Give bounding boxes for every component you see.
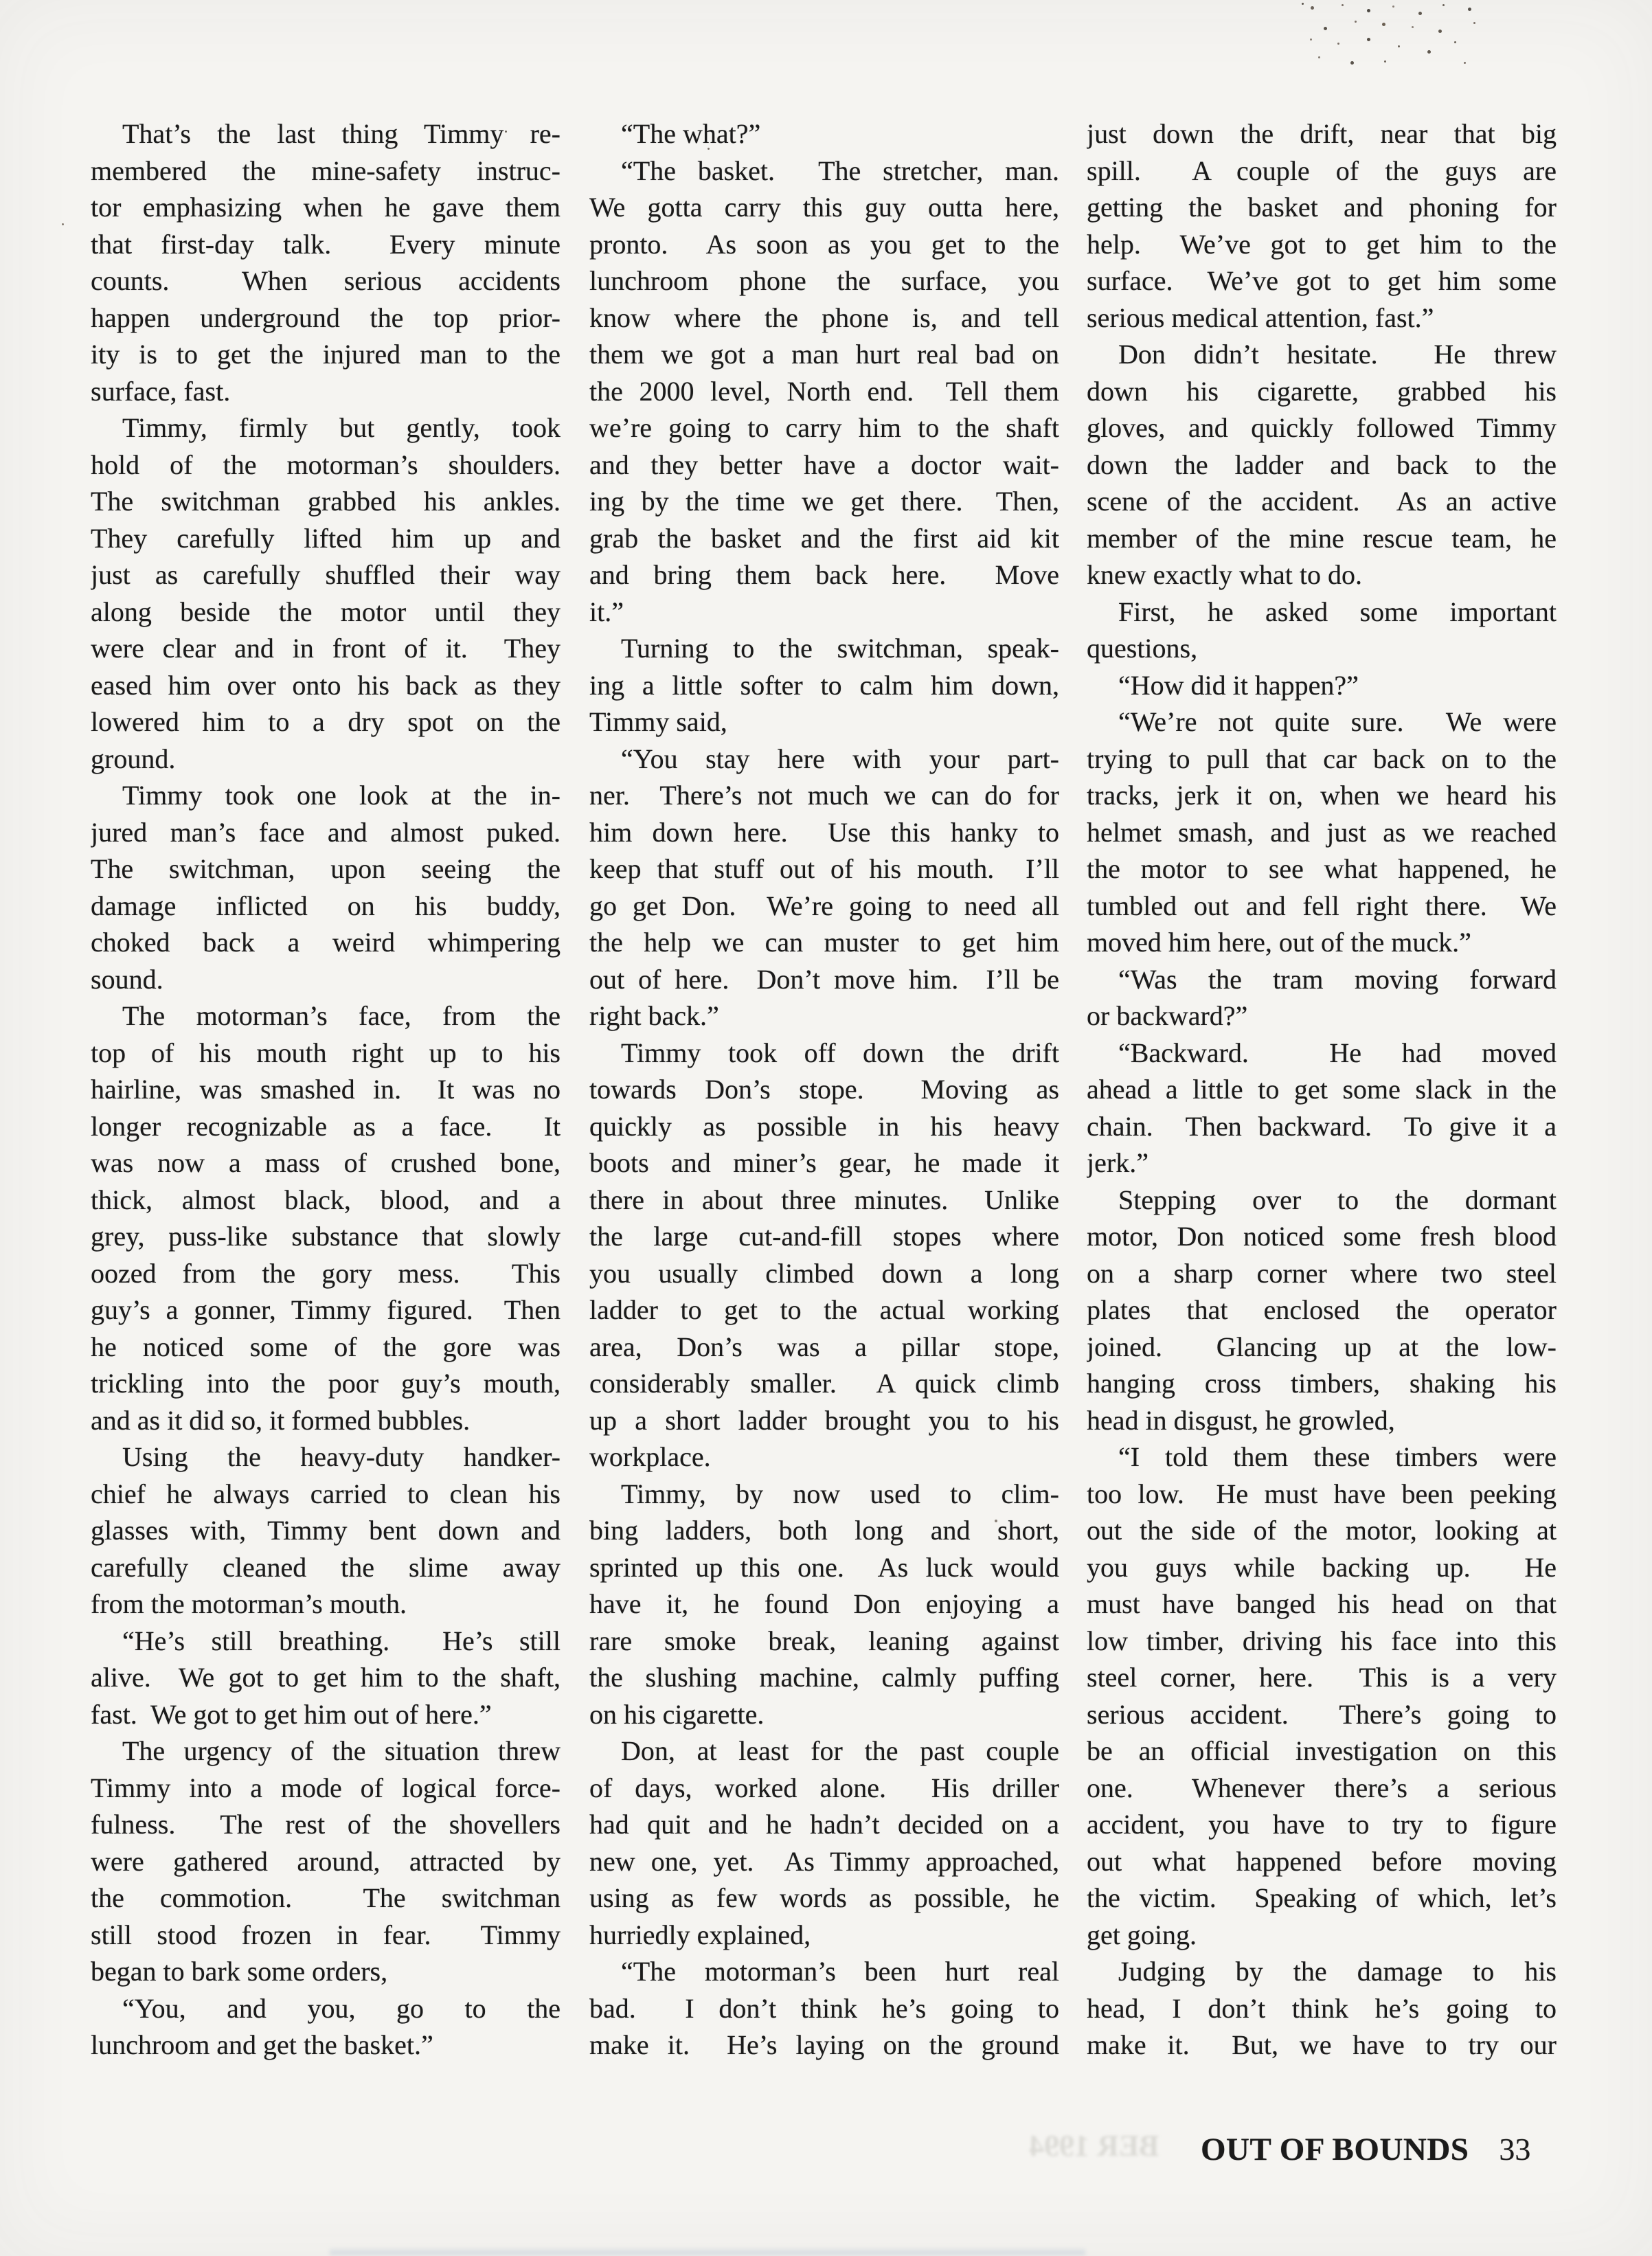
text-line: Stepping over to the dormant [1118, 1184, 1557, 1215]
text-line: helmet smash, and just as we reached [1087, 816, 1557, 848]
text-line: getting the basket and phoning for [1087, 192, 1557, 223]
text-line: bad. I don’t think he’s going to [589, 1992, 1059, 2024]
text-line: along beside the motor until they [91, 596, 561, 627]
text-line: that first-day talk. Every minute [91, 228, 561, 260]
text-line: guy’s a gonner, Timmy figured. Then [91, 1294, 561, 1325]
text-line: accident, you have to try to figure [1087, 1809, 1557, 1840]
text-line: or backward?” [1087, 1000, 1248, 1031]
text-line: had quit and he hadn’t decided on a [589, 1809, 1059, 1840]
text-line: out what happened before moving [1087, 1845, 1557, 1877]
text-line: lunchroom phone the surface, you [589, 265, 1059, 296]
text-line: the motor to see what happened, he [1087, 853, 1557, 884]
text-line: just as carefully shuffled their way [91, 559, 561, 590]
text-line: choked back a weird whimpering [91, 927, 561, 958]
text-line: They carefully lifted him up and [91, 522, 561, 554]
text-line: plates that enclosed the operator [1087, 1294, 1557, 1325]
text-line: tor emphasizing when he gave them [91, 192, 561, 223]
paragraph [1087, 1439, 1557, 1953]
text-line: “We’re not quite sure. We were [1118, 706, 1557, 737]
text-line: “I told them these timbers were [1118, 1441, 1557, 1472]
text-line: member of the mine rescue team, he [1087, 522, 1557, 554]
text-line: hurriedly explained, [589, 1919, 811, 1950]
text-line: “Was the tram moving forward [1118, 963, 1557, 995]
text-line: area, Don’s was a pillar stope, [589, 1331, 1059, 1362]
text-line: top of his mouth right up to his [91, 1037, 561, 1068]
text-column-2 [589, 115, 1059, 2064]
text-line: it.” [589, 596, 624, 627]
text-line: That’s the last thing Timmy re- [122, 118, 561, 149]
text-line: membered the mine-safety instruc- [91, 155, 561, 186]
text-line: lowered him to a dry spot on the [91, 706, 561, 737]
text-line: head, I don’t think he’s going to [1087, 1992, 1557, 2024]
text-line: get going. [1087, 1919, 1197, 1950]
text-line: motor, Don noticed some fresh blood [1087, 1221, 1557, 1252]
text-line: counts. When serious accidents [91, 265, 561, 296]
page-number: 33 [1499, 2132, 1531, 2167]
text-line: Don didn’t hesitate. He threw [1118, 339, 1557, 370]
show-through-ghost-text: BER 1994 [1029, 2129, 1159, 2163]
text-line: chief he always carried to clean his [91, 1478, 561, 1509]
text-line: moved him here, out of the muck.” [1087, 927, 1471, 958]
paragraph [91, 1990, 561, 2064]
text-line: Judging by the damage to his [1118, 1956, 1557, 1987]
text-line: Timmy said, [589, 706, 727, 737]
text-line: you guys while backing up. He [1087, 1551, 1557, 1583]
text-line: have it, he found Don enjoying a [589, 1588, 1059, 1619]
paragraph [1087, 336, 1557, 594]
text-line: spill. A couple of the guys are [1087, 155, 1557, 186]
text-line: be an official investigation on this [1087, 1735, 1557, 1766]
scan-edge-smudge [330, 2249, 1085, 2256]
paragraph [91, 115, 561, 409]
paragraph [1087, 1953, 1557, 2064]
text-line: Timmy took one look at the in- [122, 780, 561, 811]
text-line: sprinted up this one. As luck would [589, 1551, 1059, 1583]
text-line: towards Don’s stope. Moving as [589, 1074, 1059, 1105]
text-line: ner. There’s not much we can do for [589, 780, 1059, 811]
text-line: carefully cleaned the slime away [91, 1551, 561, 1583]
text-line: he noticed some of the gore was [91, 1331, 561, 1362]
text-line: grey, puss-like substance that slowly [91, 1221, 561, 1252]
text-line: Using the heavy-duty handker- [122, 1441, 561, 1472]
text-line: longer recognizable as a face. It [91, 1110, 561, 1142]
text-line: began to bark some orders, [91, 1956, 388, 1987]
paragraph [589, 741, 1059, 1035]
text-line: new one, yet. As Timmy approached, [589, 1845, 1059, 1877]
text-line: oozed from the gory mess. This [91, 1257, 561, 1289]
text-line: jured man’s face and almost puked. [91, 816, 561, 848]
paragraph [589, 630, 1059, 741]
text-line: ladder to get to the actual working [589, 1294, 1059, 1325]
text-line: go get Don. We’re going to need all [589, 890, 1059, 921]
text-line: and bring them back here. Move [589, 559, 1059, 590]
paragraph [91, 409, 561, 777]
text-line: workplace. [589, 1441, 711, 1472]
text-line: ing a little softer to calm him down, [589, 669, 1059, 701]
text-line: The motorman’s face, from the [122, 1000, 561, 1031]
text-line: joined. Glancing up at the low- [1087, 1331, 1557, 1362]
text-line: the large cut-and-fill stopes where [589, 1221, 1059, 1252]
text-line: pronto. As soon as you get to the [589, 228, 1059, 260]
text-line: were clear and in front of it. They [91, 633, 561, 664]
paragraph [589, 1953, 1059, 2064]
text-line: scene of the accident. As an active [1087, 486, 1557, 517]
paragraph [589, 1733, 1059, 1953]
text-line: the help we can muster to get him [589, 927, 1059, 958]
text-line: glasses with, Timmy bent down and [91, 1515, 561, 1546]
text-line: Timmy took off down the drift [621, 1037, 1059, 1068]
dust-speck [62, 223, 64, 225]
text-line: The switchman, upon seeing the [91, 853, 561, 884]
paragraph [91, 997, 561, 1439]
text-line: “The what?” [621, 118, 761, 149]
text-line: were gathered around, attracted by [91, 1845, 561, 1877]
text-line: “The basket. The stretcher, man. [621, 155, 1059, 186]
text-line: fulness. The rest of the shovellers [91, 1809, 561, 1840]
text-line: questions, [1087, 633, 1198, 664]
paragraph [1087, 703, 1557, 961]
text-line: out the side of the motor, looking at [1087, 1515, 1557, 1546]
paragraph [589, 1476, 1059, 1733]
text-line: still stood frozen in fear. Timmy [91, 1919, 561, 1950]
text-line: hairline, was smashed in. It was no [91, 1074, 561, 1105]
text-line: make it. He’s laying on the ground [589, 2029, 1059, 2060]
text-line: the victim. Speaking of which, let’s [1087, 1882, 1557, 1913]
text-line: “How did it happen?” [1118, 669, 1359, 701]
text-line: trying to pull that car back on to the [1087, 743, 1557, 774]
text-line: and they better have a doctor wait- [589, 449, 1059, 480]
text-line: using as few words as possible, he [589, 1882, 1059, 1913]
text-line: was now a mass of crushed bone, [91, 1147, 561, 1178]
paragraph [1087, 594, 1557, 667]
text-line: make it. But, we have to try our [1087, 2029, 1557, 2060]
text-line: First, he asked some important [1118, 596, 1557, 627]
text-line: “You stay here with your part- [621, 743, 1059, 774]
text-line: there in about three minutes. Unlike [589, 1184, 1059, 1215]
text-line: and as it did so, it formed bubbles. [91, 1404, 471, 1436]
text-line: must have banged his head on that [1087, 1588, 1557, 1619]
text-line: right back.” [589, 1000, 719, 1031]
text-line: on his cigarette. [589, 1698, 765, 1730]
text-line: we’re going to carry him to the shaft [589, 412, 1059, 443]
paragraph [589, 115, 1059, 153]
text-line: surface. We’ve got to get him some [1087, 265, 1557, 296]
text-line: on a sharp corner where two steel [1087, 1257, 1557, 1289]
text-line: knew exactly what to do. [1087, 559, 1362, 590]
text-line: help. We’ve got to get him to the [1087, 228, 1557, 260]
text-line: eased him over onto his back as they [91, 669, 561, 701]
text-line: you usually climbed down a long [589, 1257, 1059, 1289]
text-line: “The motorman’s been hurt real [621, 1956, 1059, 1987]
text-line: grab the basket and the first aid kit [589, 522, 1059, 554]
page-footer [1201, 2131, 1530, 2168]
text-line: Don, at least for the past couple [621, 1735, 1059, 1766]
text-line: chain. Then backward. To give it a [1087, 1110, 1557, 1142]
text-line: Timmy, firmly but gently, took [122, 412, 561, 443]
text-line: The urgency of the situation threw [122, 1735, 561, 1766]
text-line: from the motorman’s mouth. [91, 1588, 407, 1619]
text-line: alive. We got to get him to the shaft, [91, 1662, 561, 1693]
text-line: thick, almost black, blood, and a [91, 1184, 561, 1215]
text-line: Timmy into a mode of logical force- [91, 1772, 561, 1803]
text-line: down the ladder and back to the [1087, 449, 1557, 480]
text-line: damage inflicted on his buddy, [91, 890, 561, 921]
paragraph [91, 777, 561, 997]
text-line: serious medical attention, fast.” [1087, 302, 1434, 333]
text-line: surface, fast. [91, 375, 231, 407]
text-line: keep that stuff out of his mouth. I’ll [589, 853, 1059, 884]
text-line: trickling into the poor guy’s mouth, [91, 1368, 561, 1399]
text-line: ing by the time we get there. Then, [589, 486, 1059, 517]
paragraph [1087, 961, 1557, 1035]
text-line: boots and miner’s gear, he made it [589, 1147, 1059, 1178]
text-line: just down the drift, near that big [1087, 118, 1557, 149]
text-line: know where the phone is, and tell [589, 302, 1059, 333]
text-line: happen underground the top prior- [91, 302, 561, 333]
text-line: quickly as possible in his heavy [589, 1110, 1059, 1142]
text-line: low timber, driving his face into this [1087, 1625, 1557, 1656]
text-line: serious accident. There’s going to [1087, 1698, 1557, 1730]
paragraph [91, 1733, 561, 1990]
paragraph [91, 1623, 561, 1733]
text-line: steel corner, here. This is a very [1087, 1662, 1557, 1693]
text-line: The switchman grabbed his ankles. [91, 486, 561, 517]
text-line: fast. We got to get him out of here.” [91, 1698, 492, 1730]
text-line: ahead a little to get some slack in the [1087, 1074, 1557, 1105]
text-line: sound. [91, 963, 163, 995]
text-column-1 [91, 115, 561, 2064]
text-line: gloves, and quickly followed Timmy [1087, 412, 1557, 443]
text-line: “Backward. He had moved [1118, 1037, 1557, 1068]
text-line: up a short ladder brought you to his [589, 1404, 1059, 1436]
paragraph [91, 1439, 561, 1623]
paragraph [1087, 1035, 1557, 1182]
text-line: Timmy, by now used to clim- [621, 1478, 1059, 1509]
text-line: Turning to the switchman, speak- [621, 633, 1059, 664]
text-line: “He’s still breathing. He’s still [122, 1625, 561, 1656]
text-line: hold of the motorman’s shoulders. [91, 449, 561, 480]
scanner-noise-specks [1302, 3, 1304, 5]
text-line: head in disgust, he growled, [1087, 1404, 1395, 1436]
text-line: considerably smaller. A quick climb [589, 1368, 1059, 1399]
text-line: too low. He must have been peeking [1087, 1478, 1557, 1509]
text-line: tumbled out and fell right there. We [1087, 890, 1557, 921]
paragraph [589, 153, 1059, 631]
text-line: the commotion. The switchman [91, 1882, 561, 1913]
text-line: down his cigarette, grabbed his [1087, 375, 1557, 407]
text-line: the slushing machine, calmly puffing [589, 1662, 1059, 1693]
text-line: bing ladders, both long and short, [589, 1515, 1059, 1546]
paragraph [1087, 115, 1557, 336]
text-line: lunchroom and get the basket.” [91, 2029, 433, 2060]
text-line: “You, and you, go to the [122, 1992, 561, 2024]
text-column-3 [1087, 115, 1557, 2064]
text-line: jerk.” [1087, 1147, 1149, 1178]
text-line: one. Whenever there’s a serious [1087, 1772, 1557, 1803]
paragraph [1087, 1182, 1557, 1439]
text-line: the 2000 level, North end. Tell them [589, 375, 1059, 407]
text-line: him down here. Use this hanky to [589, 816, 1059, 848]
text-line: rare smoke break, leaning against [589, 1625, 1059, 1656]
paragraph [1087, 667, 1557, 704]
text-line: ground. [91, 743, 176, 774]
text-line: tracks, jerk it on, when we heard his [1087, 780, 1557, 811]
magazine-title: OUT OF BOUNDS [1201, 2132, 1469, 2167]
text-line: them we got a man hurt real bad on [589, 339, 1059, 370]
text-line: of days, worked alone. His driller [589, 1772, 1059, 1803]
text-line: hanging cross timbers, shaking his [1087, 1368, 1557, 1399]
paragraph [589, 1035, 1059, 1476]
text-line: We gotta carry this guy outta here, [589, 192, 1059, 223]
text-line: out of here. Don’t move him. I’ll be [589, 963, 1059, 995]
text-line: ity is to get the injured man to the [91, 339, 561, 370]
